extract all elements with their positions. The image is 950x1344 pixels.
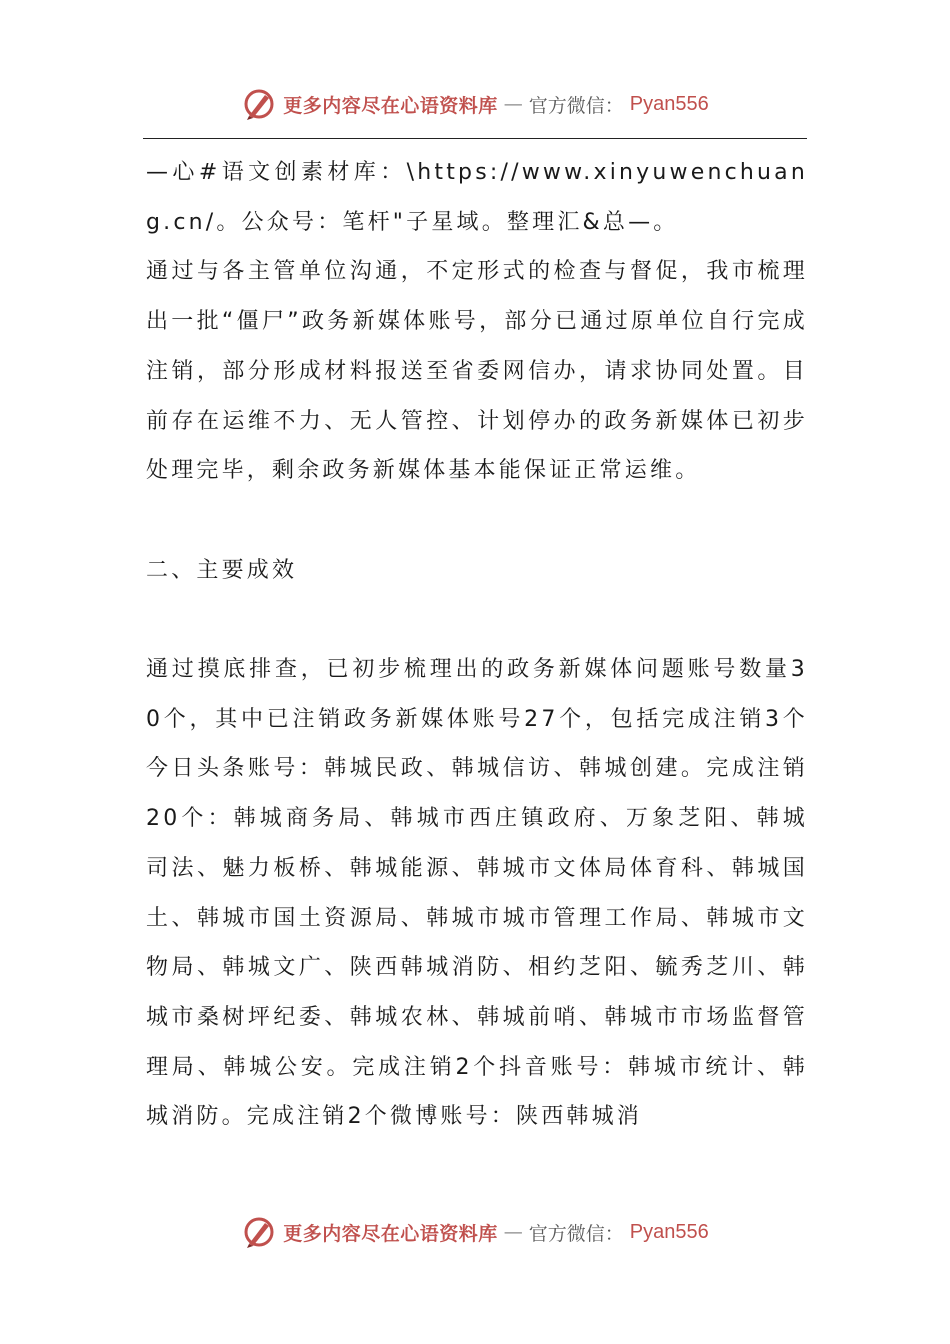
intro-line: —心#语文创素材库：\https://www.xinyuwenchuang.cn/。公众号：笔杆"子星域。整理汇&总—。 <box>146 160 808 235</box>
footer-banner <box>0 1212 950 1252</box>
section-heading: 二、主要成效 <box>146 557 298 583</box>
paragraph-spacer <box>146 595 808 645</box>
paragraph-1: 通过与各主管单位沟通，不定形式的检查与督促，我市梳理出一批“僵尸”政务新媒体账号，部分已通过原单位自行完成注销，部分形成材料报送至省委网信办，请求协同处置。目前存在运维不力、无人管控、计划停办的政务新媒体已初步处理完毕，剩余政务新媒体基本能保证正常运维。 <box>146 259 808 484</box>
footer-wechat-id: Pyan556 <box>629 1220 709 1243</box>
header-divider <box>143 138 807 139</box>
pen-logo-icon <box>241 86 277 122</box>
document-body <box>146 148 808 1142</box>
pen-logo-icon <box>241 1214 277 1250</box>
paragraph-spacer <box>146 496 808 546</box>
footer-dash: — <box>503 1221 523 1243</box>
footer-wechat-label: 官方微信： <box>528 1222 624 1245</box>
footer-site-text: 更多内容尽在心语资料库 <box>283 1222 498 1245</box>
header-banner <box>0 84 950 124</box>
paragraph-2: 通过摸底排查，已初步梳理出的政务新媒体问题账号数量30个，其中已注销政务新媒体账号27个，包括完成注销3个今日头条账号：韩城民政、韩城信访、韩城创建。完成注销20个：韩城商务局、韩城市西庄镇政府、万象芝阳、韩城司法、魅力板桥、韩城能源、韩城市文体局体育科、韩城国土、韩城市国土资源局、韩城市城市管理工作局、韩城市文物局、韩城文广、陕西韩城消防、相约芝阳、毓秀芝川、韩城市桑树坪纪委、韩城农林、韩城前哨、韩城市市场监督管理局、韩城公安。完成注销2个抖音账号：韩城市统计、韩城消防。完成注销2个微博账号：陕西韩城消 <box>146 657 808 1130</box>
header-wechat-label: 官方微信： <box>528 94 624 117</box>
header-site-text: 更多内容尽在心语资料库 <box>283 94 498 117</box>
header-dash: — <box>503 93 523 115</box>
header-wechat-id: Pyan556 <box>629 92 709 115</box>
